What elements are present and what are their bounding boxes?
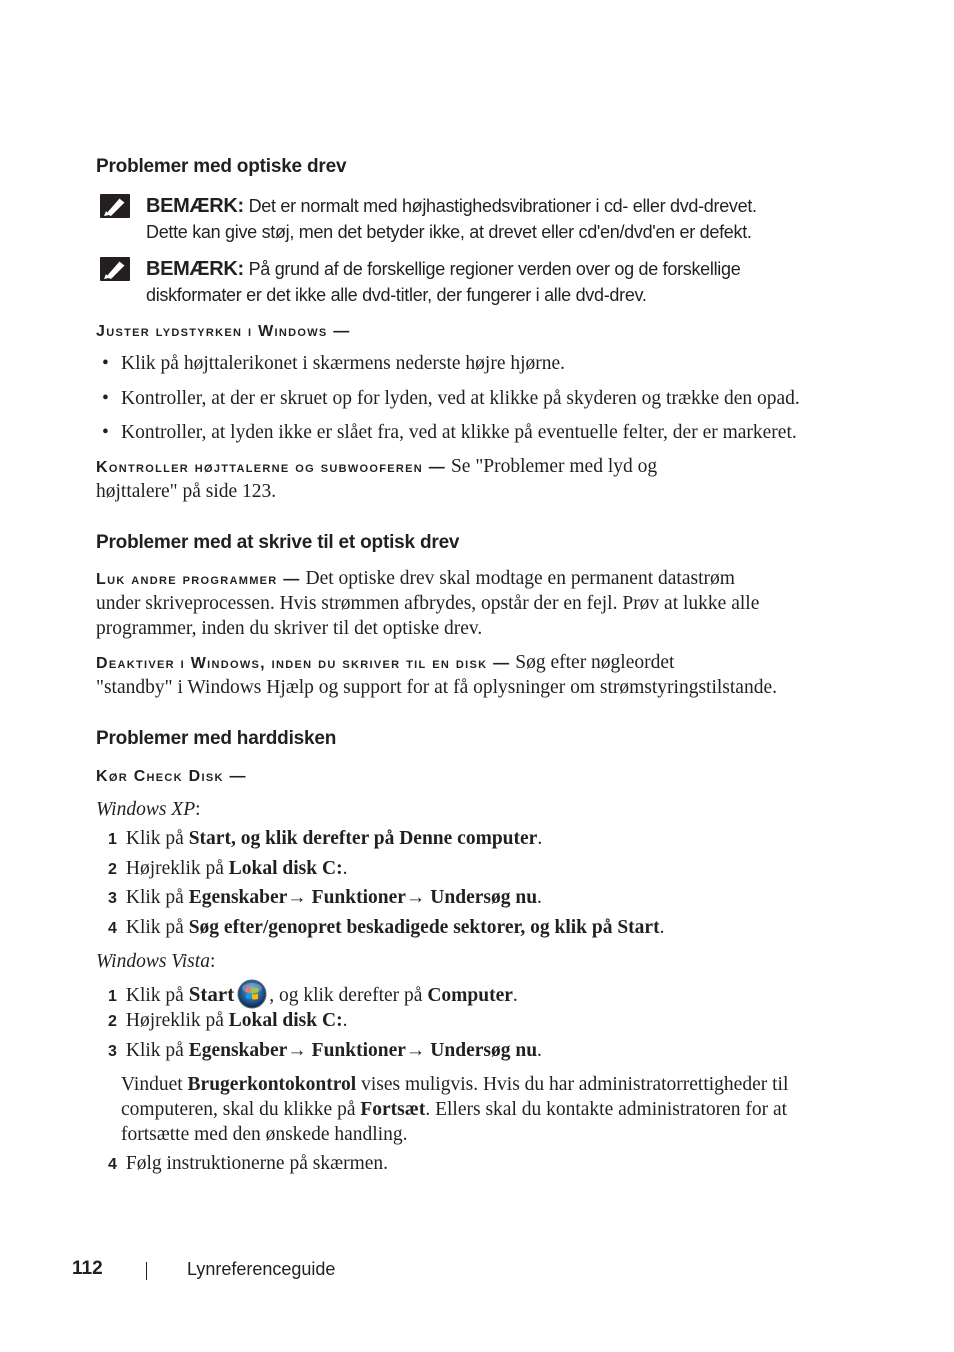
note-pencil-icon xyxy=(100,194,130,218)
subheading-speakers: Kontroller højttalerne og subwooferen — xyxy=(96,459,447,476)
vista-step: 4 Følg instruktionerne på skærmen. xyxy=(108,1153,389,1174)
list-item: • Kontroller, at lyden ikke er slået fra, ved at klikke på eventuelle felter, der er markeret. xyxy=(102,422,797,443)
list-item: • Kontroller, at der er skruet op for lyden, ved at klikke på skyderen og trække den opad. xyxy=(102,388,800,409)
standby-text-line1: Søg efter nøgleordet xyxy=(515,652,675,673)
note-pencil-icon xyxy=(100,257,130,281)
uac-text-line3: fortsætte med den ønskede handling. xyxy=(121,1124,408,1145)
xp-step: 2 Højreklik på Lokal disk C:. xyxy=(108,858,348,879)
page-number: 112 xyxy=(72,1258,103,1279)
note-text-line1: Det er normalt med højhastighedsvibrationer i cd- eller dvd-drevet. xyxy=(248,196,757,216)
note-label: BEMÆRK: xyxy=(146,195,244,217)
note-text-line1: På grund af de forskellige regioner verden over og de forskellige xyxy=(248,259,741,279)
vista-step: 3 Klik på Egenskaber→ Funktioner→ Undersøg nu. xyxy=(108,1040,542,1061)
guide-title: Lynreferenceguide xyxy=(187,1259,336,1279)
vista-step: 1 Klik på Start , og klik derefter på Computer. xyxy=(108,979,518,1009)
subheading-close-programs: Luk andre programmer — xyxy=(96,571,301,588)
windows-xp-label: Windows XP xyxy=(96,799,196,820)
close-text-line2: under skriveprocessen. Hvis strømmen afbrydes, opstår der en fejl. Prøv at lukke alle xyxy=(96,593,760,614)
note-text-line2: Dette kan give støj, men det betyder ikke, at drevet eller cd'en/dvd'en er defekt. xyxy=(146,222,752,242)
close-text-line3: programmer, inden du skriver til det optiske drev. xyxy=(96,618,483,639)
close-text-line1: Det optiske drev skal modtage en permanent datastrøm xyxy=(305,568,735,589)
subheading-volume: Juster lydstyrken i Windows — xyxy=(96,323,351,340)
speakers-text: Se "Problemer med lyd og xyxy=(450,456,658,477)
xp-step: 1 Klik på Start, og klik derefter på Denne computer. xyxy=(108,828,543,849)
note-label: BEMÆRK: xyxy=(146,258,244,280)
speakers-text-line2: højttalere" på side 123. xyxy=(96,481,277,502)
note-text-line2: diskformater er det ikke alle dvd-titler, der fungerer i alle dvd-drev. xyxy=(146,285,647,305)
heading-write-optical: Problemer med at skrive til et optisk drev xyxy=(96,532,460,553)
subheading-check-disk: Kør Check Disk — xyxy=(96,768,247,785)
footer-divider xyxy=(146,1262,147,1280)
vista-step: 2 Højreklik på Lokal disk C:. xyxy=(108,1010,348,1031)
uac-text-line2: computeren, skal du klikke på Fortsæt. Ellers skal du kontakte administratoren for at xyxy=(121,1099,788,1120)
windows-vista-label: Windows Vista xyxy=(96,951,210,972)
windows-vista-start-icon xyxy=(237,979,267,1009)
list-item: • Klik på højttalerikonet i skærmens nederste højre hjørne. xyxy=(102,353,566,374)
uac-text-line1: Vinduet Brugerkontokontrol vises muligvis. Hvis du har administratorrettigheder til xyxy=(121,1074,789,1095)
heading-hard-disk: Problemer med harddisken xyxy=(96,728,337,749)
standby-text-line2: "standby" i Windows Hjælp og support for at få oplysninger om strømstyringstilstande. xyxy=(96,677,777,698)
subheading-standby: Deaktiver i Windows, inden du skriver til en disk — xyxy=(96,655,511,672)
heading-optical-drives: Problemer med optiske drev xyxy=(96,156,347,177)
xp-step: 4 Klik på Søg efter/genopret beskadigede sektorer, og klik på Start. xyxy=(108,917,665,938)
xp-step: 3 Klik på Egenskaber→ Funktioner→ Undersøg nu. xyxy=(108,887,542,908)
